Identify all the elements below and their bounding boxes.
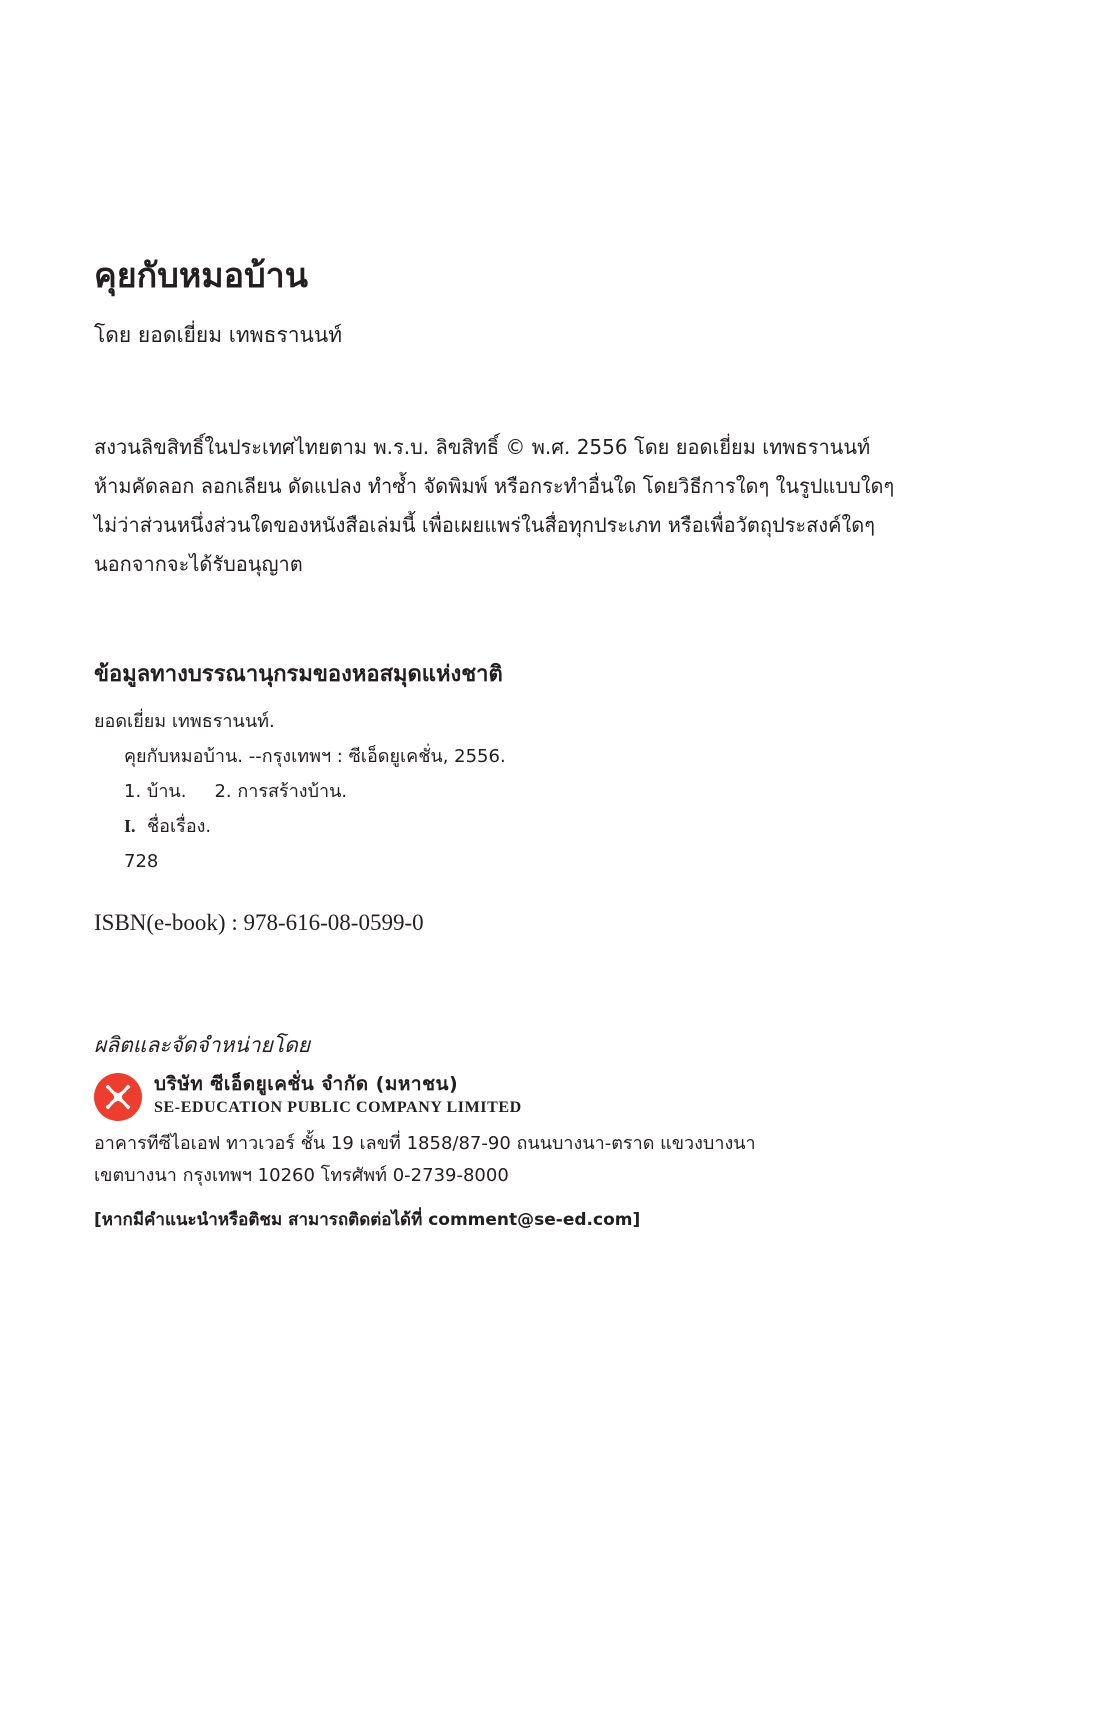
producer-label: ผลิตและจัดจำหน่ายโดย (94, 1033, 311, 1057)
cip-heading: ข้อมูลทางบรรณานุกรมของหอสมุดแห่งชาติ (94, 661, 503, 687)
cip-classification: 728 (124, 851, 159, 872)
publisher-name-thai: บริษัท ซีเอ็ดยูเคชั่น จำกัด (มหาชน) (154, 1073, 459, 1095)
cip-record (94, 704, 506, 879)
copyright-line: สงวนลิขสิทธิ์ในประเทศไทยตาม พ.ร.บ. ลิขสิทธิ์ © พ.ศ. 2556 โดย ยอดเยี่ยม เทพธรานนท์ (94, 435, 871, 459)
cip-subject-2: 2. การสร้างบ้าน. (214, 781, 348, 802)
address-line-1: อาคารทีซีไอเอฟ ทาวเวอร์ ชั้น 19 เลขที่ 1858/87-90 ถนนบางนา-ตราด แขวงบางนา (94, 1133, 756, 1154)
copyright-line: นอกจากจะได้รับอนุญาต (94, 552, 303, 576)
address-line-2: เขตบางนา กรุงเทพฯ 10260 โทรศัพท์ 0-2739-8000 (94, 1165, 509, 1186)
copyright-line: ห้ามคัดลอก ลอกเลียน ดัดแปลง ทำซ้ำ จัดพิมพ์ หรือกระทำอื่นใด โดยวิธีการใดๆ ในรูปแบบใดๆ (94, 474, 895, 498)
cip-subjects (94, 774, 506, 809)
cip-title-entry: ชื่อเรื่อง. (146, 816, 212, 837)
cip-roman-numeral: I. (124, 816, 136, 836)
author-byline: โดย ยอดเยี่ยม เทพธรานนท์ (94, 323, 343, 347)
publisher-logo-icon (94, 1073, 142, 1121)
cip-author: ยอดเยี่ยม เทพธรานนท์. (94, 711, 275, 732)
cip-subject-1: 1. บ้าน. (124, 781, 187, 802)
copyright-notice (94, 428, 894, 584)
cip-title-line: คุยกับหมอบ้าน. --กรุงเทพฯ : ซีเอ็ดยูเคชั่น, 2556. (124, 746, 506, 767)
contact-note: [หากมีคำแนะนำหรือติชม สามารถติดต่อได้ที่ comment@se-ed.com] (94, 1210, 641, 1230)
book-title: คุยกับหมอบ้าน (94, 256, 308, 296)
copyright-line: ไม่ว่าส่วนหนึ่งส่วนใดของหนังสือเล่มนี้ เพื่อเผยแพร่ในสื่อทุกประเภท หรือเพื่อวัตถุประสงค์ใดๆ (94, 513, 876, 537)
publisher-address (94, 1128, 756, 1192)
publisher-name-english: SE-EDUCATION PUBLIC COMPANY LIMITED (154, 1099, 522, 1116)
isbn: ISBN(e-book) : 978-616-08-0599-0 (94, 910, 424, 935)
cip-title-entry-line (94, 809, 506, 844)
